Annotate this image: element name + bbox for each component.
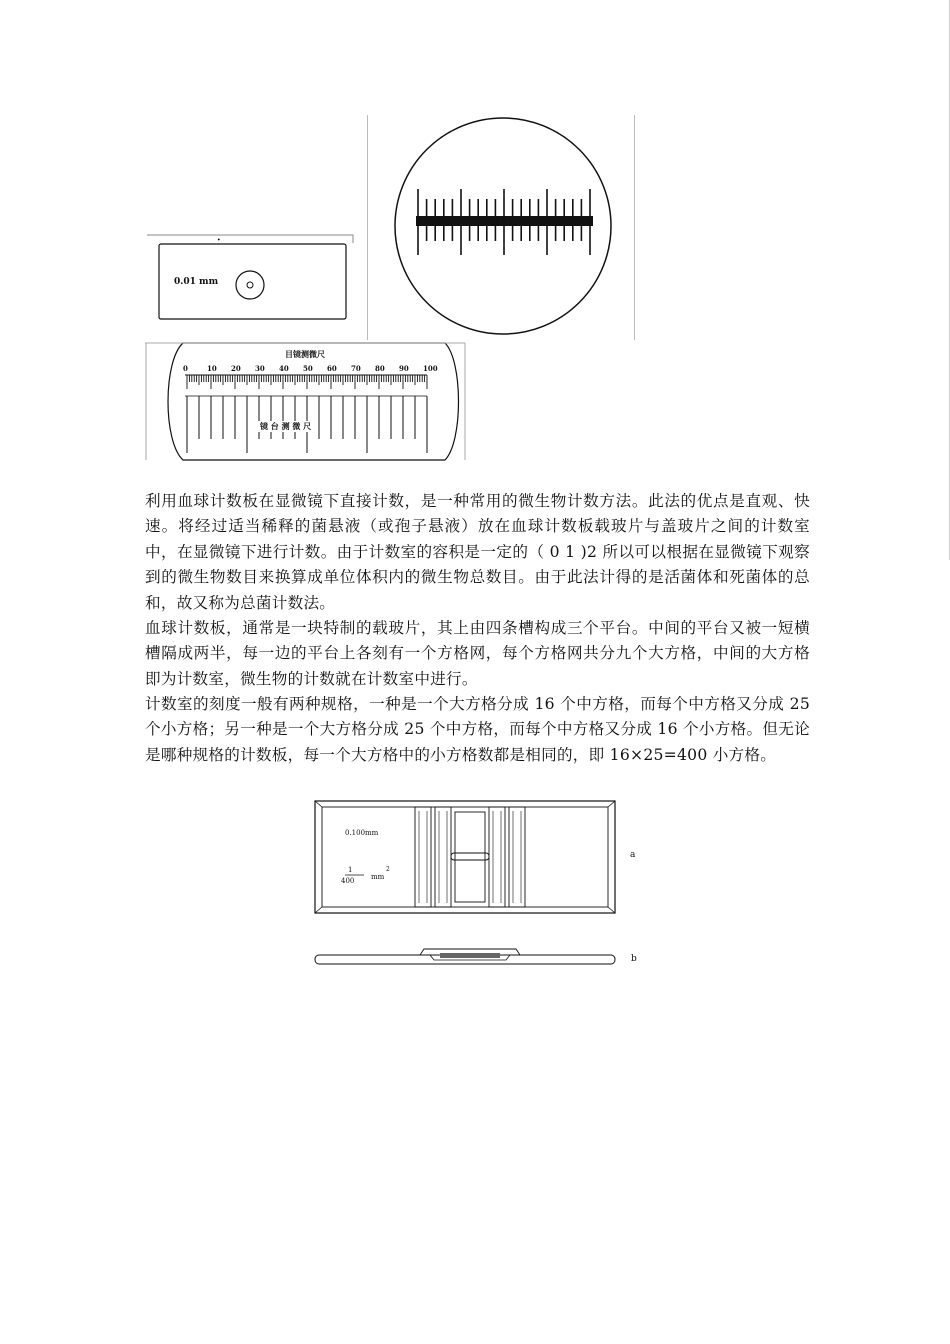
hemocytometer-diagram: [312, 798, 622, 970]
ruler-tick-label: 70: [351, 364, 361, 373]
svg-text:•: •: [217, 237, 221, 244]
ruler-title: 目镜测微尺: [285, 349, 325, 359]
ruler-tick-label: 100: [423, 364, 438, 373]
ruler-tick-label: 80: [375, 364, 385, 373]
figure-divider-line: [634, 115, 635, 340]
ruler-tick-label: 50: [303, 364, 313, 373]
chamber-dimension-label: 0.100mm: [345, 829, 379, 837]
ruler-tick-label: 90: [399, 364, 409, 373]
paragraph-intro: 利用血球计数板在显微镜下直接计数，是一种常用的微生物计数方法。此法的优点是直观、快速。将经过适当稀释的菌悬液（或孢子悬液）放在血球计数板载玻片与盖玻片之间的计数室中，在显微镜下进行计数。由于计数室的容积是一定的（ 0 1 )2 所以可以根据在显微镜下观察到的微生物数目来换算成单位体积内的微生物总数目。由于此法计得的是活菌体和死菌体的总和，故又称为总菌计数法。: [145, 492, 810, 612]
view-a-label: a: [630, 850, 636, 860]
stage-ruler-label: 镜 台 测 微 尺: [260, 421, 312, 431]
field-of-view-circle: [388, 115, 618, 340]
ruler-tick-label: 30: [255, 364, 265, 373]
stage-micrometer-slide: [145, 233, 360, 341]
area-unit-exponent: 2: [386, 866, 390, 873]
slide-label: 0.01 mm: [174, 277, 219, 287]
figure-divider-line: [367, 115, 368, 340]
fraction-denominator: 400: [341, 877, 355, 885]
ruler-tick-label: 40: [279, 364, 289, 373]
paragraph-counting-chamber: 血球计数板，通常是一块特制的载玻片，其上由四条槽构成三个平台。中间的平台又被一短横槽隔成两半，每一边的平台上各刻有一个方格网，每个方格网共分九个大方格，中间的大方格即为计数室，微生物的计数就在计数室中进行。: [145, 619, 810, 688]
ruler-tick-label: 10: [207, 364, 217, 373]
view-b-label: b: [631, 954, 637, 964]
ruler-tick-label: 60: [327, 364, 337, 373]
ruler-tick-label: 20: [231, 364, 241, 373]
ruler-tick-label: 0: [183, 364, 188, 373]
area-unit-label: mm: [371, 873, 385, 881]
fraction-numerator: 1: [348, 866, 353, 874]
paragraph-grid-specs: 计数室的刻度一般有两种规格，一种是一个大方格分成 16 个中方格，而每个中方格又分成 25 个小方格；另一种是一个大方格分成 25 个中方格，而每个中方格又分成 16 个小方格。但无论是哪种规格的计数板，每一个大方格中的小方格数都是相同的，即 16×25=400 小方格。: [145, 695, 810, 764]
